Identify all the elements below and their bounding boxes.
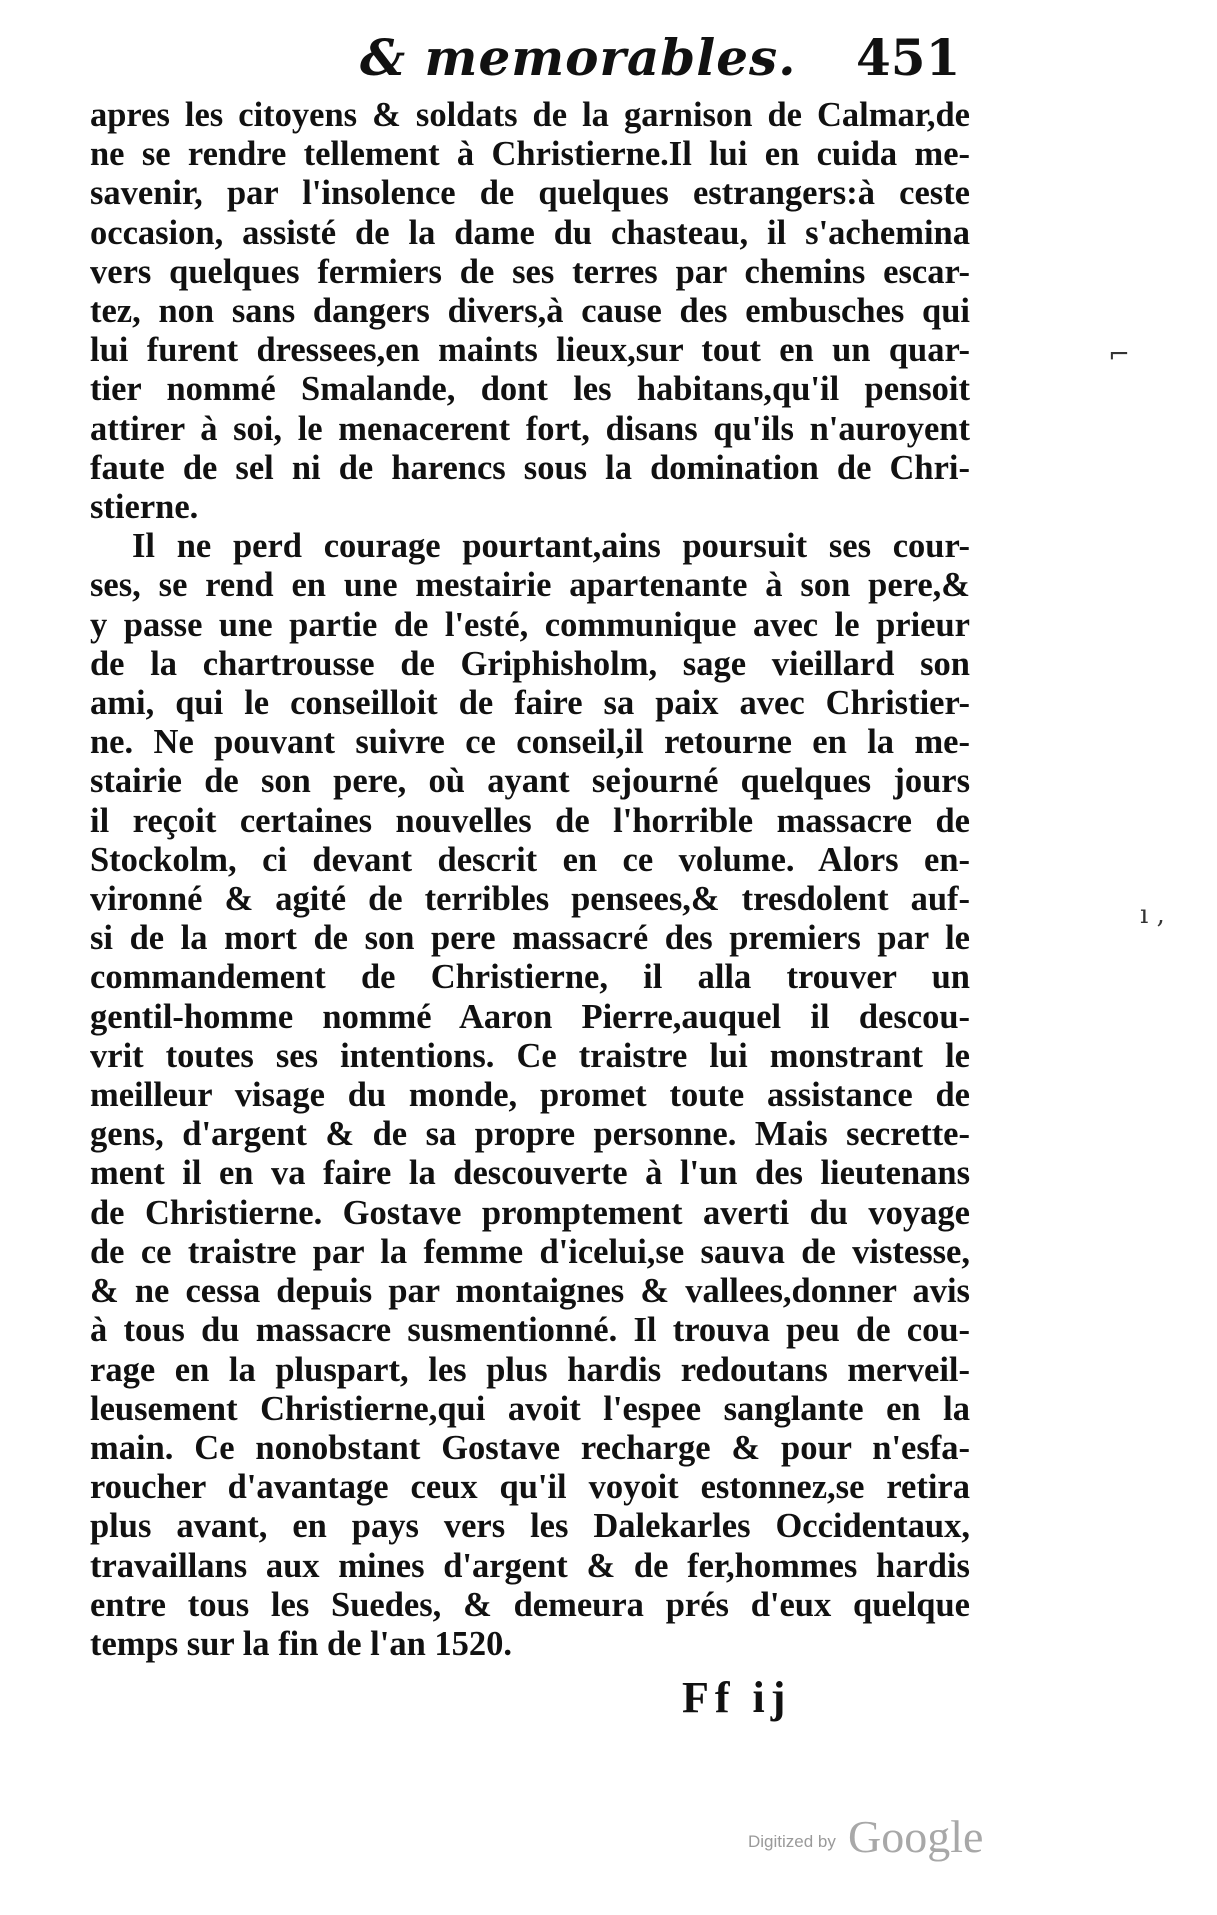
text-line: entre tous les Suedes, & demeura prés d'eux quelque [90,1585,970,1624]
text-line: leusement Christierne,qui avoit l'espee sanglante en la [90,1389,970,1428]
text-line: ami, qui le conseilloit de faire sa paix avec Christier- [90,684,970,723]
text-line: gens, d'argent & de sa propre personne. Mais secrette- [90,1115,970,1154]
running-head: & memorables. [360,28,797,87]
text-line: vrit toutes ses intentions. Ce traistre lui monstrant le [90,1036,970,1075]
text-line: attirer à soi, le menacerent fort, disans qu'ils n'auroyent [90,409,970,448]
text-line: de ce traistre par la femme d'icelui,se sauva de vistesse, [90,1232,970,1271]
signature-mark: Ff ij [682,1673,792,1722]
text-line: tier nommé Smalande, dont les habitans,qu'il pensoit [90,370,970,409]
margin-mark: ⌐ [1108,340,1130,370]
text-line: si de la mort de son pere massacré des premiers par le [90,919,970,958]
text-line: ne. Ne pouvant suivre ce conseil,il retourne en la me- [90,723,970,762]
text-line: de la chartrousse de Griphisholm, sage vieillard son [90,644,970,683]
text-line: meilleur visage du monde, promet toute assistance de [90,1076,970,1115]
text-line: travaillans aux mines d'argent & de fer,hommes hardis [90,1546,970,1585]
body-text [90,96,970,1664]
text-line: ne se rendre tellement à Christierne.Il lui en cuida me- [90,135,970,174]
text-line: occasion, assisté de la dame du chasteau, il s'achemina [90,213,970,252]
text-line: commandement de Christierne, il alla trouver un [90,958,970,997]
text-line: main. Ce nonobstant Gostave recharge & pour n'esfa- [90,1428,970,1467]
digitized-by-label: Digitized by [748,1832,836,1851]
text-line: stairie de son pere, où ayant sejourné quelques jours [90,762,970,801]
text-line: temps sur la fin de l'an 1520. [90,1624,513,1663]
text-line: ment il en va faire la descouverte à l'un des lieutenans [90,1154,970,1193]
text-line: vironné & agité de terribles pensees,& tresdolent auf- [90,880,970,919]
paragraph [90,527,970,1664]
text-line: de Christierne. Gostave promptement averti du voyage [90,1193,970,1232]
text-line: roucher d'avantage ceux qu'il voyoit estonnez,se retira [90,1468,970,1507]
text-line: ses, se rend en une mestairie apartenante à son pere,& [90,566,970,605]
page-number: 451 [856,28,961,87]
text-line: faute de sel ni de harencs sous la domination de Chri- [90,448,970,487]
text-line: gentil-homme nommé Aaron Pierre,auquel il descou- [90,997,970,1036]
text-line: vers quelques fermiers de ses terres par chemins escar- [90,252,970,291]
text-line: il reçoit certaines nouvelles de l'horrible massacre de [90,801,970,840]
text-line: rage en la pluspart, les plus hardis redoutans merveil- [90,1350,970,1389]
margin-mark: ı , [1140,900,1165,930]
text-line: apres les citoyens & soldats de la garnison de Calmar,de [90,96,970,134]
text-line: Il ne perd courage pourtant,ains poursuit ses cour- [132,527,970,566]
text-line: & ne cessa depuis par montaignes & vallees,donner avis [90,1272,970,1311]
text-line: stierne. [90,488,199,527]
paragraph-container [90,96,970,1664]
text-line: Stockolm, ci devant descrit en ce volume. Alors en- [90,840,970,879]
text-line: plus avant, en pays vers les Dalekarles Occidentaux, [90,1507,970,1546]
text-line: à tous du massacre susmentionné. Il trouva peu de cou- [90,1311,970,1350]
text-line: tez, non sans dangers divers,à cause des embusches qui [90,292,970,331]
text-line: y passe une partie de l'esté, communique avec le prieur [90,605,970,644]
text-line: savenir, par l'insolence de quelques estrangers:à ceste [90,174,970,213]
paragraph [90,96,970,527]
google-logo: Google [848,1811,984,1862]
text-line: lui furent dressees,en maints lieux,sur tout en un quar- [90,331,970,370]
